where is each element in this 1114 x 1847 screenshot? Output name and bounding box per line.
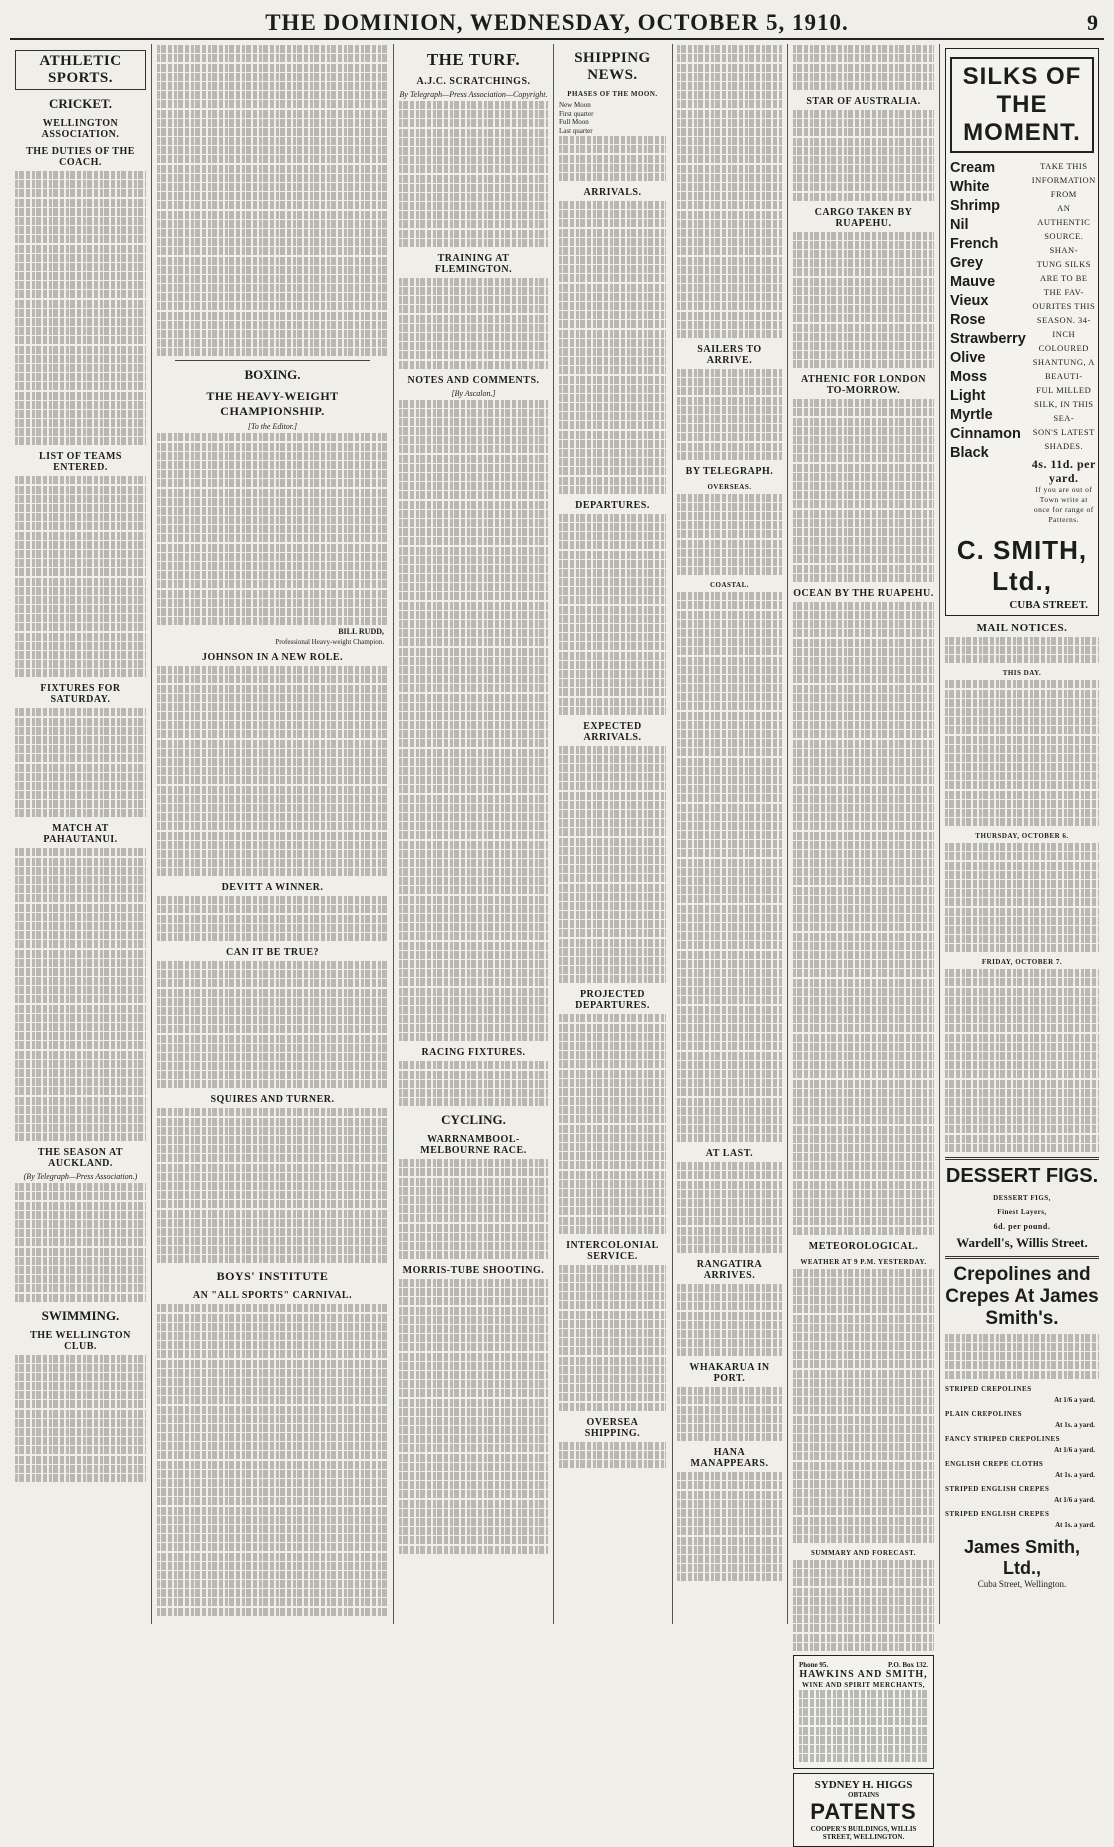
crepe-item: STRIPED ENGLISH CREPES At 1/6 a yard. <box>945 1484 1095 1504</box>
article-text <box>945 637 1099 663</box>
moon-phase-row: Last quarter <box>559 126 593 135</box>
article-text <box>677 494 782 576</box>
article-text <box>677 1162 782 1253</box>
article-text <box>793 602 934 1235</box>
heading-wellington-club: THE WELLINGTON CLUB. <box>30 1329 131 1352</box>
silk-color: Light Myrtle <box>950 388 993 423</box>
article-text <box>15 1355 146 1482</box>
wardell-address: Wardell's, Willis Street. <box>956 1234 1088 1250</box>
heading-cargo-ruapehu: CARGO TAKEN BY RUAPEHU. <box>814 206 913 229</box>
higgs-obtains: OBTAINS <box>848 1791 879 1800</box>
heading-expected-arrivals: EXPECTED ARRIVALS. <box>583 720 642 743</box>
heading-departures: DEPARTURES. <box>575 499 650 511</box>
crepe-item: STRIPED ENGLISH CREPES At 1s. a yard. <box>945 1509 1095 1529</box>
article-text <box>15 171 146 445</box>
crepe-item: STRIPED CREPOLINES At 1/6 a yard. <box>945 1384 1095 1404</box>
byline: (By Telegraph—Press Association.) <box>23 1172 138 1182</box>
article-text <box>945 843 1099 952</box>
heading-johnson: JOHNSON IN A NEW ROLE. <box>201 652 344 664</box>
article-text <box>157 45 388 356</box>
article-text <box>559 1265 666 1411</box>
moon-phases-table <box>559 101 666 135</box>
article-text <box>559 514 666 715</box>
article-text <box>399 1061 548 1106</box>
article-text <box>15 476 146 677</box>
article-text <box>677 45 782 338</box>
heading-the-turf: THE TURF. <box>426 50 521 69</box>
heading-training-flemington: TRAINING AT FLEMINGTON. <box>434 252 513 275</box>
heading-cricket: CRICKET. <box>49 96 112 111</box>
article-text <box>399 1279 548 1553</box>
heading-shipping-news: SHIPPING NEWS. <box>574 50 651 83</box>
heading-morris-tube: MORRIS-TUBE SHOOTING. <box>402 1265 545 1277</box>
silks-line: OURITES THIS SEASON. 34-INCH <box>1032 301 1096 339</box>
heading-this-day: THIS DAY. <box>1002 669 1042 678</box>
heading-season-auckland: THE SEASON AT AUCKLAND. <box>37 1147 124 1170</box>
heading-devitt: DEVITT A WINNER. <box>221 882 324 894</box>
article-text <box>559 746 666 984</box>
heading-whakarua: WHAKARUA IN PORT. <box>689 1362 770 1385</box>
silks-description <box>1032 159 1096 525</box>
james-smith-address: Cuba Street, Wellington. <box>977 1578 1067 1589</box>
heading-sailers-to-arrive: SAILERS TO ARRIVE. <box>697 344 762 366</box>
james-smith-name: James Smith, Ltd., <box>963 1536 1081 1578</box>
crepe-item: PLAIN CREPOLINES At 1s. a yard. <box>945 1409 1095 1429</box>
article-text <box>15 1183 146 1301</box>
heading-intercolonial: INTERCOLONIAL SERVICE. <box>566 1239 659 1262</box>
heading-meteorological: METEOROLOGICAL. <box>808 1240 919 1252</box>
moon-phase-row: Full Moon <box>559 118 589 126</box>
heading-ocean-ruapehu: OCEAN BY THE RUAPEHU. <box>793 587 934 599</box>
column-boxing <box>152 44 394 1624</box>
article-text <box>399 1159 548 1259</box>
dessert-figs-price: 6d. per pound. <box>993 1221 1051 1231</box>
article-text <box>677 592 782 1142</box>
silk-color: Cream <box>950 160 996 176</box>
heading-notes-and-comments: NOTES AND COMMENTS. <box>407 374 540 386</box>
heading-at-last: AT LAST. <box>705 1148 754 1160</box>
higgs-patents-ad <box>793 1773 934 1847</box>
article-text <box>945 969 1099 1152</box>
higgs-patents: PATENTS <box>810 1799 917 1825</box>
columns <box>10 44 1104 1842</box>
heading-heavyweight-championship: THE HEAVY-WEIGHT CHAMPIONSHIP. <box>206 389 339 419</box>
article-text <box>399 400 548 1042</box>
hawkins-phone-box <box>799 1661 928 1669</box>
article-text <box>677 1284 782 1356</box>
heading-wellington-association: WELLINGTON ASSOCIATION. <box>41 118 120 140</box>
silk-color: Cinnamon <box>950 426 1021 442</box>
article-text <box>157 961 388 1088</box>
byline: [By Ascalon.] <box>451 388 496 398</box>
article-text <box>677 369 782 460</box>
column-shipping-news-continued <box>788 44 940 1842</box>
silks-ad <box>945 48 1099 616</box>
phone-number: Phone 95. <box>799 1660 829 1669</box>
column-shipping <box>554 44 788 1624</box>
article-text <box>793 399 934 582</box>
article-text <box>157 1304 388 1615</box>
article-text <box>793 45 934 90</box>
moon-phase-row: First quarter <box>559 109 594 118</box>
heading-athenic: ATHENIC FOR LONDON TO-MORROW. <box>801 374 926 397</box>
silks-line: COLOURED SHANTUNG, A BEAUTI- <box>1032 343 1095 381</box>
article-text <box>399 278 548 369</box>
heading-projected-departures: PROJECTED DEPARTURES. <box>575 989 650 1012</box>
shipping-right <box>672 44 782 1624</box>
silk-color: Nil <box>950 217 969 233</box>
crepe-item: ENGLISH CREPE CLOTHS At 1s. a yard. <box>945 1459 1095 1479</box>
heading-athletic-sports: ATHLETIC SPORTS. <box>15 50 146 90</box>
heading-by-telegraph: BY TELEGRAPH. <box>685 465 774 477</box>
silks-title: SILKS OF THE MOMENT. <box>950 57 1094 153</box>
heading-oversea-shipping: OVERSEA SHIPPING. <box>584 1416 641 1439</box>
hawkins-subtitle: WINE AND SPIRIT MERCHANTS, <box>802 1680 925 1689</box>
silks-price: 4s. 11d. per yard. <box>1031 457 1096 485</box>
article-text <box>157 433 388 625</box>
column-athletic-sports <box>10 44 152 1624</box>
heading-list-of-teams: LIST OF TEAMS ENTERED. <box>38 451 122 474</box>
smith-name: C. SMITH, Ltd., <box>956 535 1088 596</box>
heading-overseas: OVERSEAS. <box>707 482 752 491</box>
shipping-left <box>559 44 666 1624</box>
article-text <box>793 1269 934 1543</box>
hawkins-name: HAWKINS AND SMITH, <box>799 1668 928 1680</box>
byline: By Telegraph—Press Association—Copyright. <box>399 90 548 99</box>
silk-color: Olive <box>950 350 986 366</box>
to-editor: [To the Editor.] <box>247 422 298 432</box>
masthead-title: THE DOMINION, WEDNESDAY, OCTOBER 5, 1910. <box>265 10 849 35</box>
silks-line: FUL MILLED SILK, IN THIS SEA- <box>1034 385 1094 423</box>
heading-arrivals: ARRIVALS. <box>583 186 642 198</box>
page-number: 9 <box>1087 10 1098 35</box>
silk-color: White <box>950 179 990 195</box>
article-text <box>945 1334 1099 1379</box>
article-text <box>945 680 1099 826</box>
dessert-figs-sub: DESSERT FIGS, <box>993 1193 1051 1202</box>
dessert-figs-title: DESSERT FIGS. <box>945 1164 1099 1187</box>
heading-swimming: SWIMMING. <box>41 1307 120 1323</box>
signature: BILL RUDD, <box>338 627 384 637</box>
heading-duties-of-coach: THE DUTIES OF THE COACH. <box>26 146 135 168</box>
column-advertisements <box>940 44 1104 1624</box>
heading-star-of-australia: STAR OF AUSTRALIA. <box>806 95 921 107</box>
hawkins-smith-ad <box>793 1655 934 1770</box>
silks-line: SON'S LATEST SHADES. <box>1032 427 1095 451</box>
silk-color: Moss <box>950 369 988 385</box>
silk-color: Black <box>950 445 989 461</box>
heading-ajc-scratchings: A.J.C. SCRATCHINGS. <box>416 76 531 87</box>
masthead <box>10 8 1104 40</box>
crepolines-title: Crepolines and Crepes At James Smith's. <box>945 1263 1099 1329</box>
silks-note: If you are out of Town write at once for range of Patterns. <box>1033 485 1094 524</box>
heading-friday: FRIDAY, OCTOBER 7. <box>981 958 1063 967</box>
article-text <box>559 1014 666 1233</box>
heading-pahautanui: MATCH AT PAHAUTANUI. <box>43 823 118 846</box>
silk-colors-list <box>950 159 1026 525</box>
moon-phase-row: New Moon <box>559 101 591 109</box>
column-turf <box>394 44 554 1624</box>
heading-fixtures: FIXTURES FOR SATURDAY. <box>40 683 121 706</box>
article-text <box>559 201 666 494</box>
heading-racing-fixtures: RACING FIXTURES. <box>421 1047 526 1059</box>
article-text <box>793 232 934 369</box>
heading-boxing: BOXING. <box>244 367 301 383</box>
article-text <box>157 1108 388 1263</box>
heading-warrnambool: WARRNAMBOOL-MELBOURNE RACE. <box>420 1134 527 1157</box>
heading-rangatira: RANGATIRA ARRIVES. <box>696 1258 763 1281</box>
dessert-figs-finest: Finest Layers, <box>997 1207 1047 1216</box>
heading-boys-institute: BOYS' INSTITUTE <box>216 1269 329 1284</box>
article-text <box>793 1560 934 1651</box>
article-text <box>677 1387 782 1441</box>
article-text <box>677 1472 782 1581</box>
silks-line: AN AUTHENTIC SOURCE. SHAN- <box>1037 203 1091 255</box>
heading-phases-of-moon: PHASES OF THE MOON. <box>567 90 658 98</box>
heading-all-sports-carnival: AN "ALL SPORTS" CARNIVAL. <box>192 1290 353 1302</box>
silks-line: TUNG SILKS ARE TO BE THE FAV- <box>1036 259 1091 297</box>
heading-coastal: COASTAL. <box>709 581 750 590</box>
crepe-item: FANCY STRIPED CREPOLINES At 1/6 a yard. <box>945 1434 1095 1454</box>
heading-weather: WEATHER AT 9 P.M. YESTERDAY. <box>800 1257 927 1266</box>
silk-color: French Grey <box>950 236 999 271</box>
heading-can-it-be-true: CAN IT BE TRUE? <box>226 947 319 958</box>
heading-squires-turner: SQUIRES AND TURNER. <box>210 1094 335 1106</box>
higgs-name: SYDNEY H. HIGGS <box>814 1779 913 1792</box>
article-text <box>399 101 548 247</box>
po-box: P.O. Box 132. <box>888 1660 928 1669</box>
heading-hana: HANA MANAPPEARS. <box>690 1447 769 1470</box>
article-text <box>157 666 388 876</box>
silk-color: Strawberry <box>950 331 1026 347</box>
article-text <box>157 896 388 941</box>
heading-summary-forecast: SUMMARY AND FORECAST. <box>811 1549 916 1557</box>
heading-thursday: THURSDAY, OCTOBER 6. <box>975 832 1069 841</box>
heading-cycling: CYCLING. <box>441 1112 506 1128</box>
signature-title: Professional Heavy-weight Champion. <box>275 638 384 647</box>
silk-color: Shrimp <box>950 198 1000 214</box>
silks-line: TAKE THIS INFORMATION FROM <box>1031 161 1096 199</box>
higgs-address: COOPER'S BUILDINGS, WILLIS STREET, WELLINGTON. <box>810 1825 917 1842</box>
silk-color: Vieux Rose <box>950 293 989 328</box>
smith-address: CUBA STREET. <box>1009 599 1088 611</box>
article-text <box>15 708 146 817</box>
heading-mail-notices: MAIL NOTICES. <box>976 622 1068 634</box>
silk-color: Mauve <box>950 274 996 290</box>
article-text <box>793 110 934 201</box>
article-text <box>15 848 146 1141</box>
